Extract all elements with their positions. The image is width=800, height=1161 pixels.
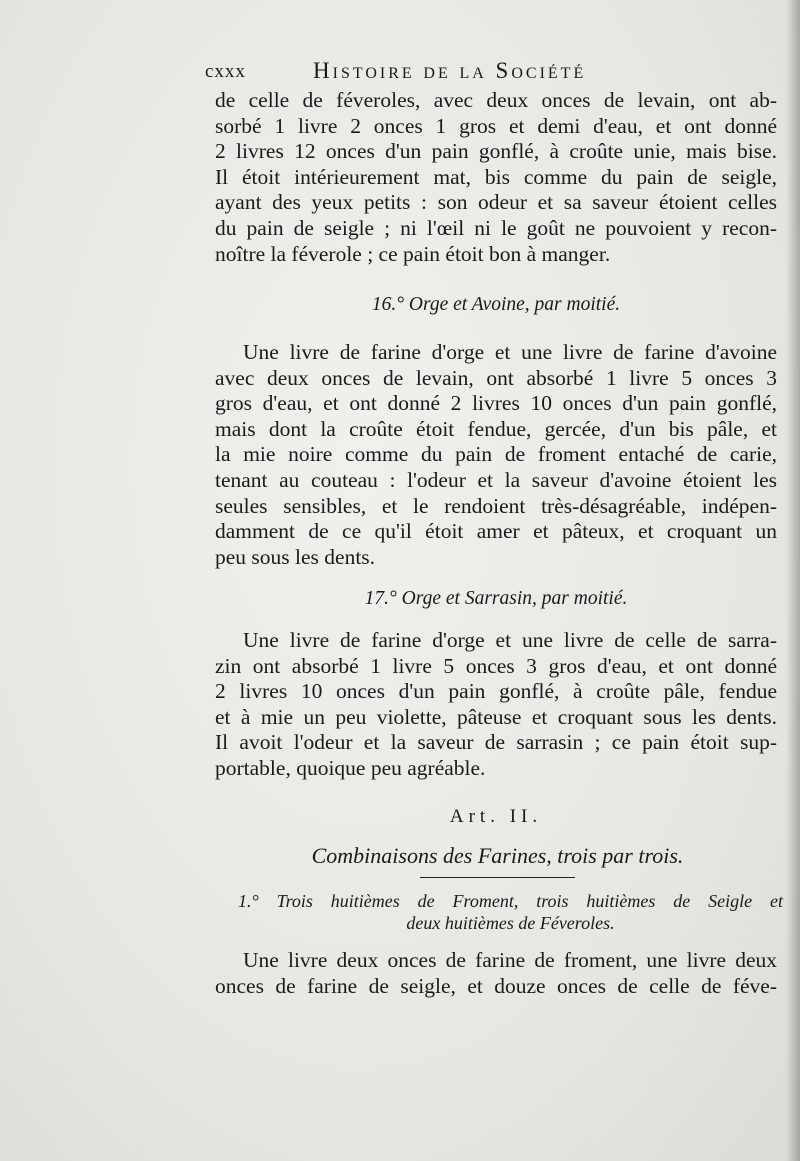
text-line: de celle de féveroles, avec deux onces de levain, ont ab-	[215, 88, 777, 112]
section-heading-16: 16.° Orge et Avoine, par moitié.	[371, 294, 621, 315]
text-line: Il avoit l'odeur et la saveur de sarrasin ; ce pain étoit sup-	[215, 730, 777, 755]
text-line: la mie noire comme du pain de froment entaché de carie,	[215, 442, 777, 467]
text-line: zin ont absorbé 1 livre 5 onces 3 gros d'eau, et ont donné	[215, 653, 777, 678]
text-line: gros d'eau, et ont donné 2 livres 10 onces d'un pain gonflé,	[215, 391, 777, 416]
text-line: sorbé 1 livre 2 onces 1 gros et demi d'eau, et ont donné	[215, 113, 777, 138]
divider-rule	[420, 877, 575, 878]
page-number: cxxx	[205, 61, 246, 82]
text-line: seules sensibles, et le rendoient très-désagréable, indépen-	[215, 493, 777, 518]
text-line: du pain de seigle ; ni l'œil ni le goût ne pouvoient y recon-	[215, 215, 777, 240]
paragraph-orge-sarrasin	[215, 628, 777, 782]
text-line: Une livre de farine d'orge et une livre de farine d'avoine	[243, 340, 777, 364]
paragraph-combination-1	[215, 948, 777, 999]
text-line: noître la féverole ; ce pain étoit bon à manger.	[215, 241, 611, 266]
article-number: Art. II.	[449, 806, 543, 827]
subtitle-line: 1.° Trois huitièmes de Froment, trois huitièmes de Seigle et	[238, 891, 783, 911]
text-line: peu sous les dents.	[215, 544, 376, 569]
subtitle-line: deux huitièmes de Féveroles.	[406, 913, 615, 933]
page-header	[205, 58, 765, 88]
text-line: et à mie un peu violette, pâteuse et croquant sous les dents.	[215, 704, 777, 729]
text-line: Il étoit intérieurement mat, bis comme du pain de seigle,	[215, 164, 777, 189]
text-line: damment de ce qu'il étoit amer et pâteux, et croquant un	[215, 519, 777, 544]
text-line: Une livre deux onces de farine de froment, une livre deux	[243, 948, 777, 972]
text-line: Une livre de farine d'orge et une livre de celle de sarra-	[243, 628, 777, 652]
text-line: ayant des yeux petits : son odeur et sa saveur étoient celles	[215, 190, 777, 215]
paragraph-feveroles-end	[215, 88, 777, 267]
paragraph-orge-avoine	[215, 340, 777, 570]
combination-heading-1	[238, 890, 783, 934]
text-line: mais dont la croûte étoit fendue, gercée, d'un bis pâle, et	[215, 416, 777, 441]
text-line: 2 livres 10 onces d'un pain gonflé, à croûte pâle, fendue	[215, 679, 777, 704]
section-heading-17: 17.° Orge et Sarrasin, par moitié.	[364, 588, 628, 609]
text-line: onces de farine de seigle, et douze onces de celle de féve-	[215, 973, 777, 998]
text-line: portable, quoique peu agréable.	[215, 755, 486, 780]
article-title: Combinaisons des Farines, trois par trois.	[311, 843, 684, 868]
running-title: Histoire de la Société	[313, 58, 587, 83]
text-line: avec deux onces de levain, ont absorbé 1 livre 5 onces 3	[215, 365, 777, 390]
text-line: tenant au couteau : l'odeur et la saveur d'avoine étoient les	[215, 467, 777, 492]
text-line: 2 livres 12 onces d'un pain gonflé, à croûte unie, mais bise.	[215, 139, 777, 164]
